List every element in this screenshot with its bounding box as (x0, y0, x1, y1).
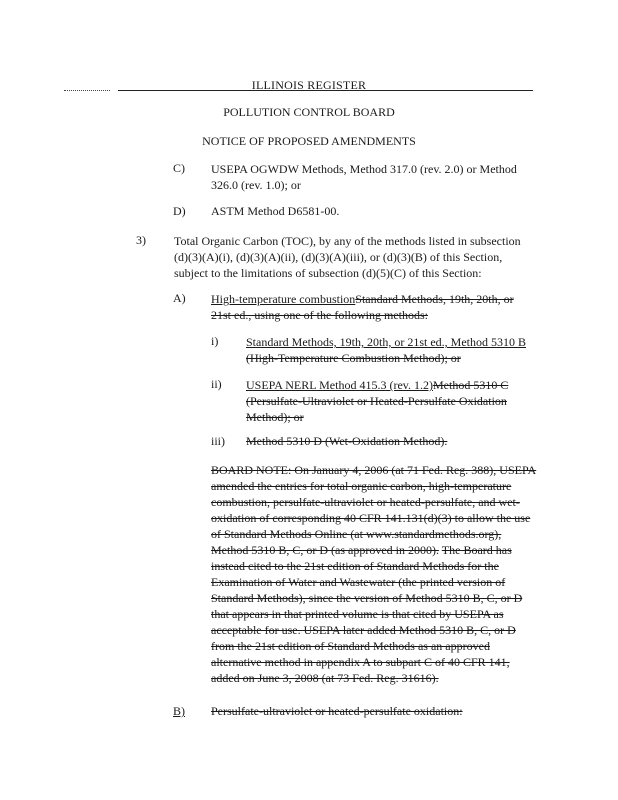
board-note (211, 462, 537, 686)
item-i-inserted: Standard Methods, 19th, 20th, or 21st ed., Method 5310 B (246, 335, 526, 349)
item-ii-label: ii) (211, 377, 222, 391)
item-ii-deleted-1: Method 5310 C (433, 378, 509, 392)
item-iii-deleted: Method 5310 D (Wet-Oxidation Method). (246, 434, 448, 448)
item-b-text: Persulfate-ultraviolet or heated-persulfate oxidation: (211, 704, 463, 718)
item-d-label: D) (173, 204, 186, 218)
board-note-deleted-1: BOARD NOTE: On January 4, 2006 (at 71 Fed. Reg. 388), USEPA amended the entries for total organic carbon, high-temperature combustion, persulfate-ultraviolet or heated-persulfate, and wet-oxidation of corresponding 40 CFR 141.131(d)(3) to allow the use of Standard Methods Online (at www.standardmethods.org), Method 5310 B, C, or D (as approved in 2000). (211, 463, 537, 557)
item-c-label: C) (173, 161, 185, 175)
board-note-deleted-2: The Board has instead cited to the 21st edition of Standard Methods for the Examination of Water and Wastewater (the printed version of Standard Methods), since the version of Method 5310 B, C, or D that appears in that printed volume is that cited by USEPA as acceptable for use. USEPA later added Method 5310 B, C, or D from the 21st edition of Standard Methods as an approved alternative method in appendix A to subpart C of 40 CFR 141, added on June 3, 2008 (at 73 Fed. Reg. 31616). (211, 543, 523, 685)
register-title: ILLINOIS REGISTER (251, 78, 367, 92)
item-a-deleted: Standard Methods, 19th, 20th, or 21st ed., using one of the following methods: (211, 292, 514, 322)
board-title: POLLUTION CONTROL BOARD (223, 105, 395, 119)
item-i-deleted: (High-Temperature Combustion Method); or (246, 351, 461, 365)
item-a-label: A) (173, 291, 186, 305)
item-ii-inserted: USEPA NERL Method 415.3 (rev. 1.2) (246, 378, 433, 392)
notice-title: NOTICE OF PROPOSED AMENDMENTS (202, 134, 416, 148)
header-dotted-rule (64, 90, 110, 92)
item-ii-deleted-2: (Persulfate-Ultraviolet or Heated-Persulfate Oxidation Method); or (246, 394, 507, 424)
item-i-label: i) (211, 334, 219, 348)
item-i-text (246, 334, 536, 366)
item-a-inserted: High-temperature combustion (211, 292, 356, 306)
item-c-text: USEPA OGWDW Methods, Method 317.0 (rev. 2.0) or Method 326.0 (rev. 1.0); or (211, 162, 517, 192)
item-d-text: ASTM Method D6581-00. (211, 204, 340, 218)
item-a-text (211, 291, 531, 323)
item-ii-text (246, 377, 536, 425)
item-iii-label: iii) (211, 434, 225, 448)
item-b-label: B) (173, 704, 185, 718)
item-3-label: 3) (136, 233, 146, 247)
item-3-text: Total Organic Carbon (TOC), by any of the methods listed in subsection (d)(3)(A)(i), (d)(3)(A)(ii), (d)(3)(A)(iii), or (d)(3)(B) of this Section, subject to the limitations of subsection (d)(5)(C) of this Section: (174, 234, 521, 280)
